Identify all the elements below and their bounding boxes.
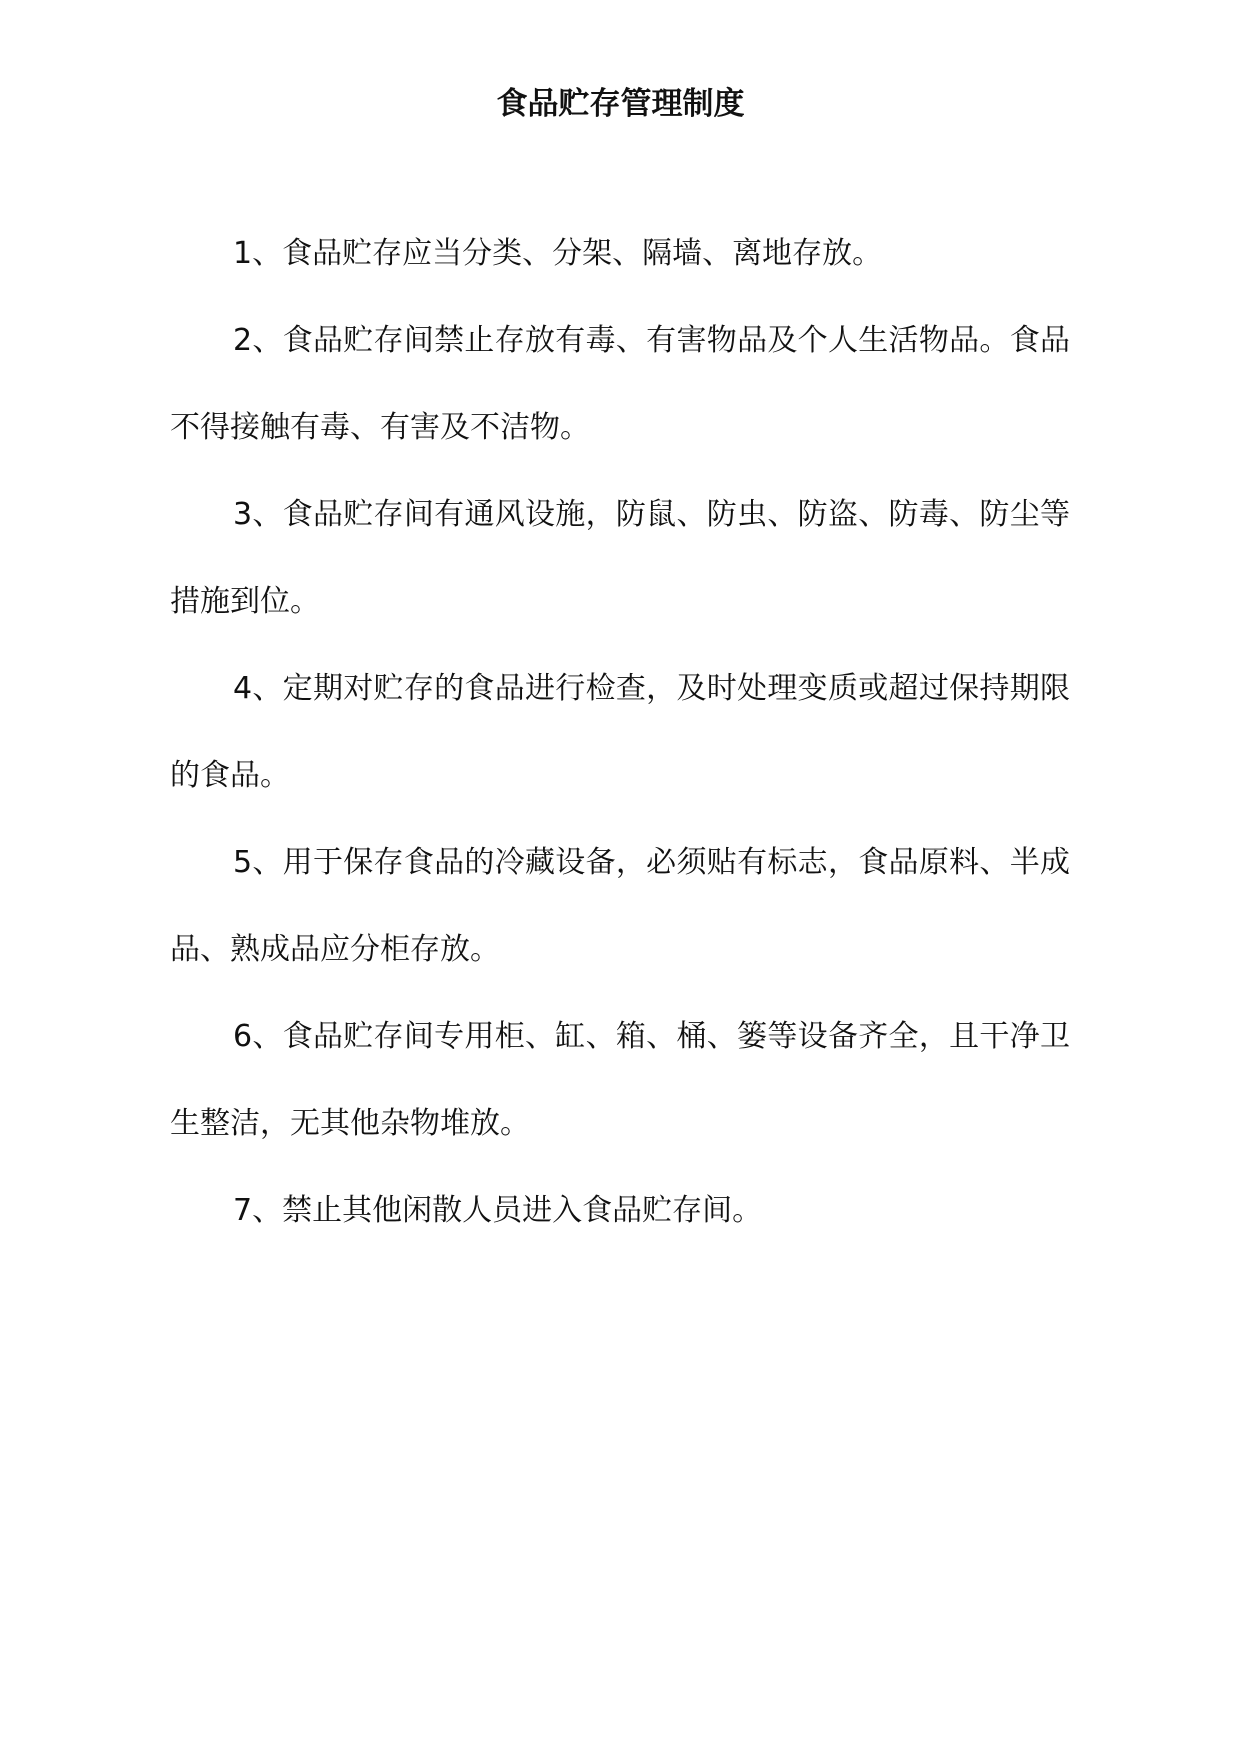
document-title: 食品贮存管理制度 xyxy=(496,86,745,122)
rules-list xyxy=(170,210,1070,1254)
rule-item-3: 3、食品贮存间有通风设施，防鼠、防虫、防盗、防毒、防尘等措施到位。 xyxy=(170,497,1070,619)
rule-item-2: 2、食品贮存间禁止存放有毒、有害物品及个人生活物品。食品不得接触有毒、有害及不洁物。 xyxy=(170,323,1070,445)
rule-item-5: 5、用于保存食品的冷藏设备，必须贴有标志，食品原料、半成品、熟成品应分柜存放。 xyxy=(170,845,1070,967)
rule-item-4: 4、定期对贮存的食品进行检查，及时处理变质或超过保持期限的食品。 xyxy=(170,671,1070,793)
rule-item-1: 1、食品贮存应当分类、分架、隔墙、离地存放。 xyxy=(233,236,883,271)
rule-item-6: 6、食品贮存间专用柜、缸、箱、桶、篓等设备齐全，且干净卫生整洁，无其他杂物堆放。 xyxy=(170,1019,1070,1141)
rule-item-7: 7、禁止其他闲散人员进入食品贮存间。 xyxy=(233,1193,763,1228)
